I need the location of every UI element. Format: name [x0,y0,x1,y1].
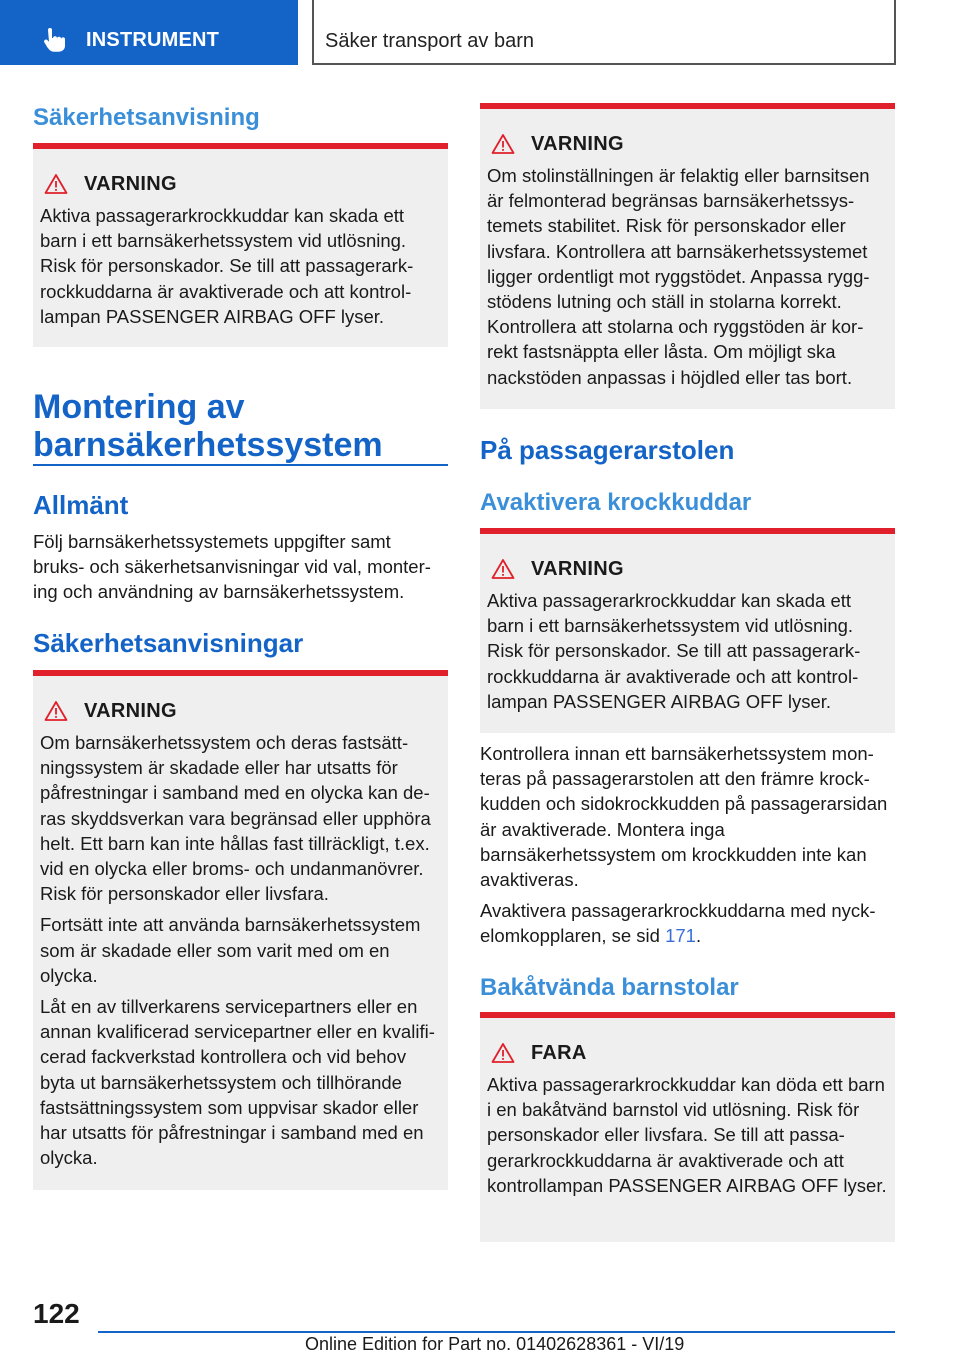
general-paragraph: Följ barnsäkerhetssystemets uppgifter samt bruks- och säkerhetsanvisningar vid val, montering och användning av barnsäkerhetssystem. [33,531,431,603]
warning-text: Låt en av tillverkarens servicepartners eller en annan kvalificerad servicepartner eller en kvalificerad fackverkstad kontrollera och vid behov byta ut barnsäkerhetssystem och tillhörande fastsättningssystem som uppvisar skador eller har utsatts för påfrestningar i samband med en olycka. [40,996,435,1169]
warning-box-airbag [33,143,448,347]
deactivate-body [480,741,892,949]
warning-label: VARNING [531,132,624,155]
danger-header [491,1040,887,1066]
footer-edition: Online Edition for Part no. 01402628361 - VI/19 [305,1334,685,1354]
warning-text: Om barnsäkerhetssystem och deras fastsättningssystem är skadade eller har utsatts för påfrestningar i samband med en olycka kan deras skyddsverkan vara begränsad eller upphöra helt. Ett barn kan inte hållas fast tillräckligt, t.ex. vid en olycka eller broms- och undanmanövrer. Risk för personskador eller livsfara. [40,732,431,905]
header-section-label: INSTRUMENT [86,29,220,51]
warning-text: Aktiva passagerarkrockkuddar kan skada ett barn i ett barnsäkerhetssystem vid utlösning. Risk för personskador. Se till att passagerarkrockkuddarna är avaktiverade och att kontrollampan PASSENGER AIRBAG OFF lyser. [40,205,414,327]
page-link[interactable]: 171 [665,925,696,947]
chapter-title: Montering av barnsäkerhetssystem [33,388,383,464]
warning-label: VARNING [84,699,177,722]
footer-rule [98,1331,895,1333]
warning-triangle-icon [44,173,68,195]
warning-box-damaged-seats [33,670,448,1190]
warning-text: Aktiva passagerarkrockkuddar kan skada ett barn i ett barnsäkerhetssystem vid utlösning. Risk för personskador. Se till att passagerarkrockkuddarna är avaktiverade och att kontrollampan PASSENGER AIRBAG OFF lyser. [487,590,861,712]
danger-box-rear-facing [480,1012,895,1242]
chapter-rule [33,464,448,466]
safety-instructions-heading: Säkerhetsanvisningar [33,628,304,658]
warning-header [44,171,440,197]
warning-header [44,698,440,724]
warning-text: Om stolinställningen är felaktig eller barnsitsen är felmonterad begränsas barnsäkerhetssystemets stabilitet. Risk för personskador eller livsfara. Kontrollera att barnsäkerhetssystemet ligger ordentligt mot ryggstödet. Anpassa ryggstödens lutning och ställ in stolarna korrekt. Kontrollera att stolarna och ryggstöden är korrekt fastsnäppta eller låsta. Om möjligt ska nackstöden anpassas i höjdled eller tas bort. [487,165,870,388]
general-heading: Allmänt [33,490,129,520]
header-section-tab [0,0,298,65]
body-paragraph-with-link [480,898,892,948]
body-paragraph: Kontrollera innan ett barnsäkerhetssystem monteras på passagerarstolen att den främre krockkudden och sidokrockkudden på passagerarsidan är avaktiverade. Montera inga barnsäkerhetssystem om krockkudden inte kan avaktiveras. [480,743,888,891]
hand-pointer-icon [40,27,66,53]
deactivate-airbags-heading: Avaktivera krockkuddar [480,489,752,516]
header-title: Säker transport av barn [325,30,534,52]
warning-triangle-icon [491,133,515,155]
body-text-span: . [695,925,702,947]
danger-label: FARA [531,1041,587,1064]
warning-label: VARNING [531,557,624,580]
warning-box-seat-setting [480,103,895,409]
warning-header [491,556,887,582]
warning-text: Fortsätt inte att använda barnsäkerhetssystem som är skadade eller som varit med om en olycka. [40,914,421,986]
body-text-span: Avaktivera passagerarkrockkuddarna med nyckelomkopplaren, se sid [480,900,876,947]
rear-facing-heading: Bakåtvända barnstolar [480,974,739,1001]
warning-triangle-icon [491,558,515,580]
warning-label: VARNING [84,172,177,195]
page-number: 122 [33,1298,80,1329]
warning-box-passenger-airbag [480,528,895,733]
general-text [33,529,445,605]
warning-triangle-icon [491,1042,515,1064]
safety-heading: Säkerhetsanvisning [33,104,260,131]
warning-triangle-icon [44,700,68,722]
danger-text: Aktiva passagerarkrockkuddar kan döda ett barn i en bakåtvänd barnstol vid utlösning. Risk för personskador eller livsfara. Se till att passagerarkrockkuddarna är avaktiverade och att kontrollampan PASSENGER AIRBAG OFF lyser. [487,1074,887,1196]
warning-header [491,131,887,157]
passenger-seat-heading: På passagerarstolen [480,435,735,465]
